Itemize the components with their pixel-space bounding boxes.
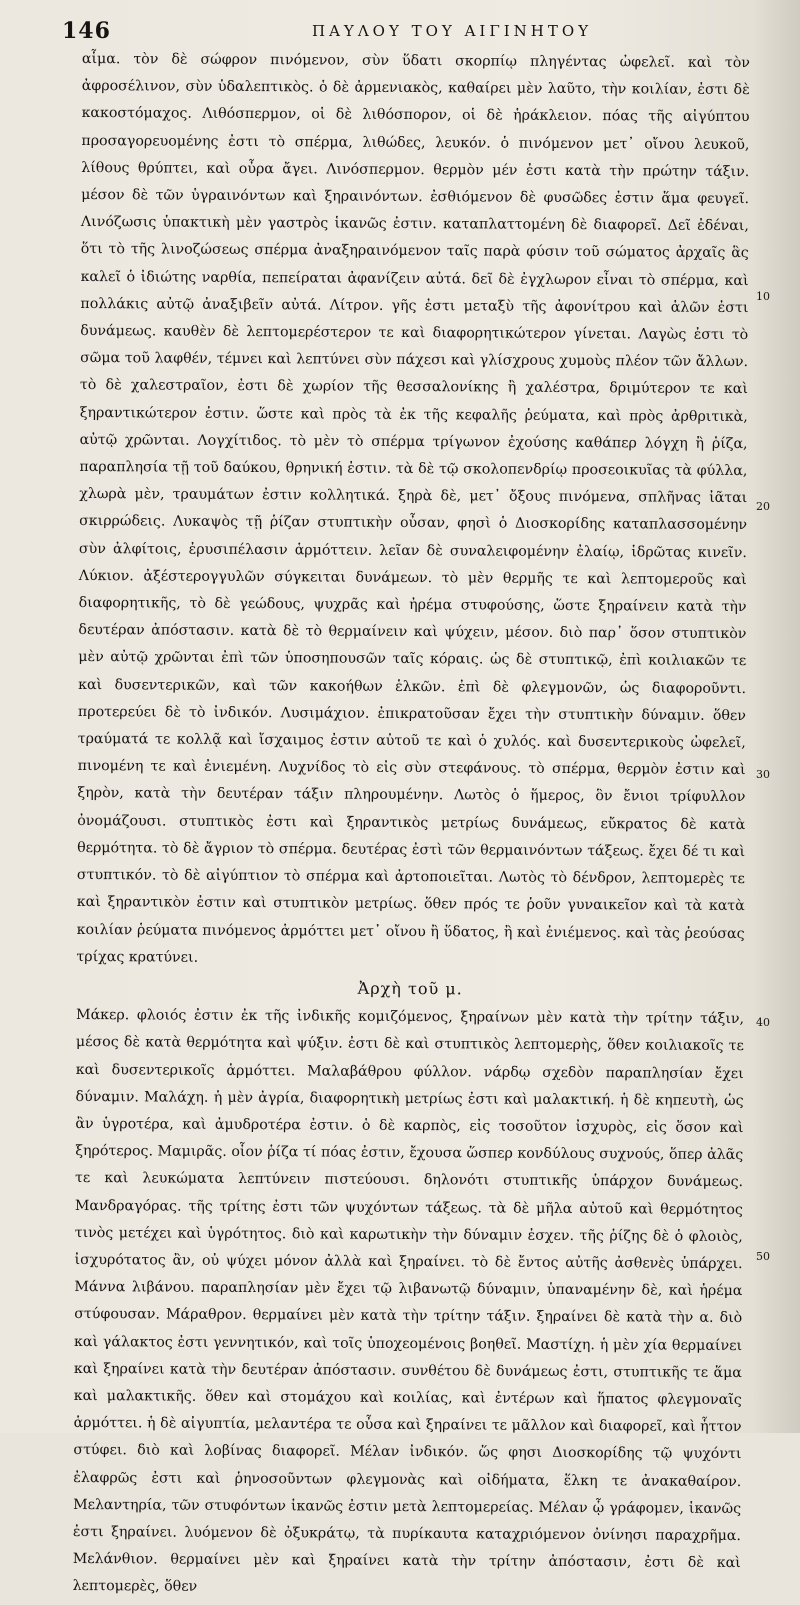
text-paragraph: Μάκερ. φλοιός ἐστιν ἐκ τῆς ἰνδικῆς κομιζόμενος, ξηραίνων μὲν κατὰ τὴν τρίτην τάξιν, μέσος δὲ κατὰ θερμότητα καὶ ψύξιν. ἐστι δὲ καὶ στυπτικὸς λεπτομερὴς, ὅθεν κοιλιακοῖς τε καὶ δυσεντερικοῖς ἁρμόττει. Μαλαβάθρου φύλλον. νάρδῳ σχεδὸν παραπλησίαν ἔχει δύναμιν. Μαλάχη. ἡ μὲν ἀγρία, διαφορητικὴ μετρίως ἐστι καὶ μαλακτική. ἡ δὲ κηπευτὴ, ὡς ἂν ὑγροτέρα, καὶ ἀμυδροτέρα ἐστιν. ὁ δὲ καρπὸς, εἰς τοσοῦτον ἰσχυρὸς, εἰς ὅσον καὶ ξηρότερος. Μαμιρᾶς. οἷον ῥίζα τί πόας ἐστιν, ἔχουσα ὥσπερ κονδύλους συχνούς, ὅπερ ἀλᾶς τε καὶ λευκώματα λεπτύνειν πιστεύουσι. δηλονότι στυπτικῆς ὑπάρχον δυνάμεως. Μανδραγόρας. τῆς τρίτης ἐστι τῶν ψυχόντων τάξεως. τὰ δὲ μῆλα αὐτοῦ καὶ θερμότητος τινὸς μετέχει καὶ ὑγρότητος. διὸ καὶ καρωτικὴν τὴν δύναμιν ἐσχεν. τῆς ῥίζης δὲ ὁ φλοιὸς, ἰσχυρότατος ἂν, οὐ ψύχει μόνον ἀλλὰ καὶ ξηραίνει. τὸ δὲ ἔντος αὐτῆς ἀσθενὲς ὑπάρχει. Μάννα λιβάνου. παραπλησίαν μὲν ἔχει τῷ λιβανωτῷ δύναμιν, ὑπαναμένην δὲ, καὶ ἠρέμα στύφουσαν. Μάραθρον. θερμαίνει μὲν κατὰ τὴν τρίτην τάξιν. ξηραίνει δὲ κατὰ τὴν α. διὸ καὶ γάλακτος ἐστι γεννητικόν, καὶ τοῖς ὑποχεομένοις βοηθεῖ. Μαστίχη. ἡ μὲν χία θερμαίνει καὶ ξηραίνει κατὰ τὴν δευτέραν ἀπόστασιν. συνθέτου δὲ δυνάμεως ἐστι, στυπτικῆς τε ἅμα καὶ μαλακτικῆς. ὅθεν καὶ στομάχου καὶ κοιλίας, καὶ ἐντέρων καὶ ἥπατος φλεγμοναῖς ἁρμόττει. ἡ δὲ αἰγυπτία, μελαντέρα τε οὖσα καὶ ξηραίνει τε μᾶλλον καὶ διαφορεῖ, καὶ ἧττον στύφει. διὸ καὶ λοβίνας διαφορεῖ. Μέλαν ἰνδικόν. ὥς φησι Διοσκορίδης τῷ ψυχόντι ἐλαφρῶς ἐστι καὶ ῥηνοσοῦντων φλεγμονὰς καὶ οἰδήματα, ἕλκη τε ἀνακαθαίρον. Μελαντηρία, τῶν στυφόντων ἱκανῶς ἐστιν μετὰ λεπτομερείας. Μέλαν ᾧ γράφομεν, ἱκανῶς ἐστι ξηραίνει. λυόμενον δὲ ὀξυκράτῳ, τὰ πυρίκαυτα καταχριόμενον ὀνίνησι παραχρῆμα. Μελάνθιον. θερμαίνει μὲν καὶ ξηραίνει κατὰ τὴν τρίτην ἀπόστασιν, ἐστι δὲ καὶ λεπτομερὲς, ὅθεν xyxy=(72,1007,745,1596)
text-paragraph: αἷμα. τὸν δὲ σώφρον πινόμενον, σὺν ὕδατι σκορπίῳ πληγέντας ὠφελεῖ. καὶ τὸν ἀφροσέλινον, σὺν ὑδαλεπτικὸς. ὁ δὲ ἀρμενιακὸς, καθαίρει μὲν λαῦτο, τὴν κοιλίαν, ἐστι δὲ κακοστόμαχος. Λιθόσπερμον, οἱ δὲ λιθόσπορον, οἱ δὲ ἡράκλειον. πόας τῆς αἰγύπτου προσαγορευομένης ἐστι τὸ σπέρμα, λιθώδες, λευκόν. ὁ πινόμενον μετ᾽ οἴνου λευκοῦ, λίθους θρύπτει, καὶ οὖρα ἄγει. Λινόσπερμον. θερμὸν μέν ἐστι κατὰ τὴν πρώτην τάξιν. μέσον δὲ τῶν ὑγραινόντων καὶ ξηραινόντων. ἐσθιόμενον δὲ φυσῶδες ἐστιν ἅμα φευγεῖ. Λινόζωσις ὑπακτικὴ μὲν γαστρὸς ἱκανῶς ἐστιν. καταπλαττομένη δὲ διαφορεῖ. Δεῖ ἐδέναι, ὅτι τὸ τῆς λινοζώσεως σπέρμα ἀναξηραινόμενον ταῖς παρὰ φύσιν τοῦ σώματος ἀρχαῖς ἃς καλεῖ ὁ ἰδιώτης ναρθία, πεπείραται ἀφανίζειν αὐτά. δεῖ δὲ ἐγχλωρον εἶναι τὸ σπέρμα, καὶ πολλάκις αὐτῷ ἀναξιβεῖν αὐτά. Λίτρον. γῆς ἐστι μεταξὺ τῆς ἀφονίτρου καὶ ἁλῶν ἐστι δυνάμεως. καυθὲν δὲ λεπτομερέστερον τε καὶ διαφορητικώτερον γίνεται. Λαγὼς ἐστι τὸ σῶμα τοῦ λαφθέν, τέμνει καὶ λεπτύνει σὺν πάχεσι καὶ γλίσχρους χυμοὺς πλέον τῶν ἄλλων. τὸ δὲ χαλεστραῖον, ἐστι δὲ χωρίον τῆς θεσσαλονίκης ἢ χαλέστρα, δριμύτερον τε καὶ ξηραντικώτερον ἐστιν. ὥστε καὶ πρὸς τὰ ἐκ τῆς κεφαλῆς ῥεύματα, καὶ πρὸς ἀρθριτικὰ, αὐτῷ χρῶνται. Λογχίτιδος. τὸ μὲν τὸ σπέρμα τρίγωνον ἐχούσης καθάπερ λόγχη ἢ ῥίζα, παραπλησία τῇ τοῦ δαύκου, θρηνική ἐστιν. τὰ δὲ τῷ σκολοπενδρίῳ προσεοικυῖας τὰ φύλλα, χλωρὰ μὲν, τραυμάτων ἐστιν κολλητικά. ξηρὰ δὲ, μετ᾽ ὄξους πινόμενα, σπλῆνας ἰᾶται σκιρρώδεις. Λυκαψὸς τῇ ῥίζαν στυπτικὴν οὖσαν, φησὶ ὁ Διοσκορίδης καταπλασσομένην σὺν ἀλφίτοις, ἐρυσιπέλασιν ἁρμόττειν. λεῖαν δὲ συναλειφομένην ἐλαίῳ, ἱδρῶτας κινεῖν. Λύκιον. ἀξέστερογγυλῶν σύγκειται δυνάμεων. τὸ μὲν θερμῆς τε καὶ λεπτομεροῦς καὶ διαφορητικῆς, τὸ δὲ γεώδους, ψυχρᾶς καὶ ἠρέμα στυφούσης, ὥστε ξηραίνειν κατὰ τὴν δευτέραν ἀπόστασιν. κατὰ δὲ τὸ θερμαίνειν καὶ ψύχειν, μέσον. διὸ παρ᾽ ὅσον στυπτικὸν μὲν αὐτῷ χρῶνται ἐπὶ τῶν ὑποσηπουσῶν ταῖς κόραις. ὡς δὲ στυπτικῷ, ἐπὶ κοιλιακῶν τε καὶ δυσεντερικῶν, καὶ τῶν κακοήθων ἑλκῶν. ἐπὶ δὲ φλεγμονῶν, ὡς διαφοροῦντι. προτερεύει δὲ τὸ ἰνδικόν. Λυσιμάχιον. ἐπικρατοῦσαν ἔχει τὴν στυπτικὴν δύναμιν. ὅθεν τραύματά τε κολλᾷ καὶ ἴσχαιμος ἐστιν αὐτοῦ τε καὶ ὁ χυλός. καὶ δυσεντερικοὺς ὠφελεῖ, πινομένη τε καὶ ἐνιεμένη. Λυχνίδος τὸ εἰς σὺν στεφάνους. τὸ σπέρμα, θερμὸν ἐστιν καὶ ξηρὸν, κατὰ τὴν δευτέραν τάξιν πληρουμένην. Λωτὸς ὁ ἥμερος, ὃν ἔνιοι τρίφυλλον ὀνομάζουσι. στυπτικὸς ἐστι καὶ ξηραντικὸς μετρίως δυνάμεως, εὔκρατος δὲ κατὰ θερμότητα. τὸ δὲ ἄγριον τὸ σπέρμα. δευτέρας ἐστὶ τῶν θερμαινόντων τάξεως. ἔχει δέ τι καὶ στυπτικόν. τὸ δὲ αἰγύπτιον τὸ σπέρμα καὶ ἀρτοποιεῖται. Λωτὸς τὸ δένδρον, λεπτομερὲς τε καὶ ξηραντικὸν ἐστιν καὶ στυπτικὸν μετρίως. ὅθεν πρός τε ῥοῦν γυναικεῖον καὶ τὰ κατὰ κοιλίαν ῥεύματα πινόμενος ἁρμόττει μετ᾽ οἴνου ἢ ὕδατος, ἢ καὶ ἐνιέμενος. καὶ τὰς ῥεούσας τρίχας κρατύνει. xyxy=(76,50,750,966)
section-heading: Ἀρχὴ τοῦ μ. xyxy=(357,978,463,999)
main-text-block xyxy=(73,46,750,1605)
running-title: ΠΑΥΛΟΥ ΤΟΥ ΑΙΓΙΝΗΤΟΥ xyxy=(312,22,593,40)
margin-line-number: 30 xyxy=(756,768,770,781)
margin-line-number: 20 xyxy=(756,500,770,513)
margin-line-number: 10 xyxy=(756,290,770,303)
page-number: 146 xyxy=(62,18,111,44)
page-header xyxy=(62,18,762,42)
margin-line-number: 40 xyxy=(756,1016,770,1029)
margin-line-number: 50 xyxy=(756,1250,770,1263)
